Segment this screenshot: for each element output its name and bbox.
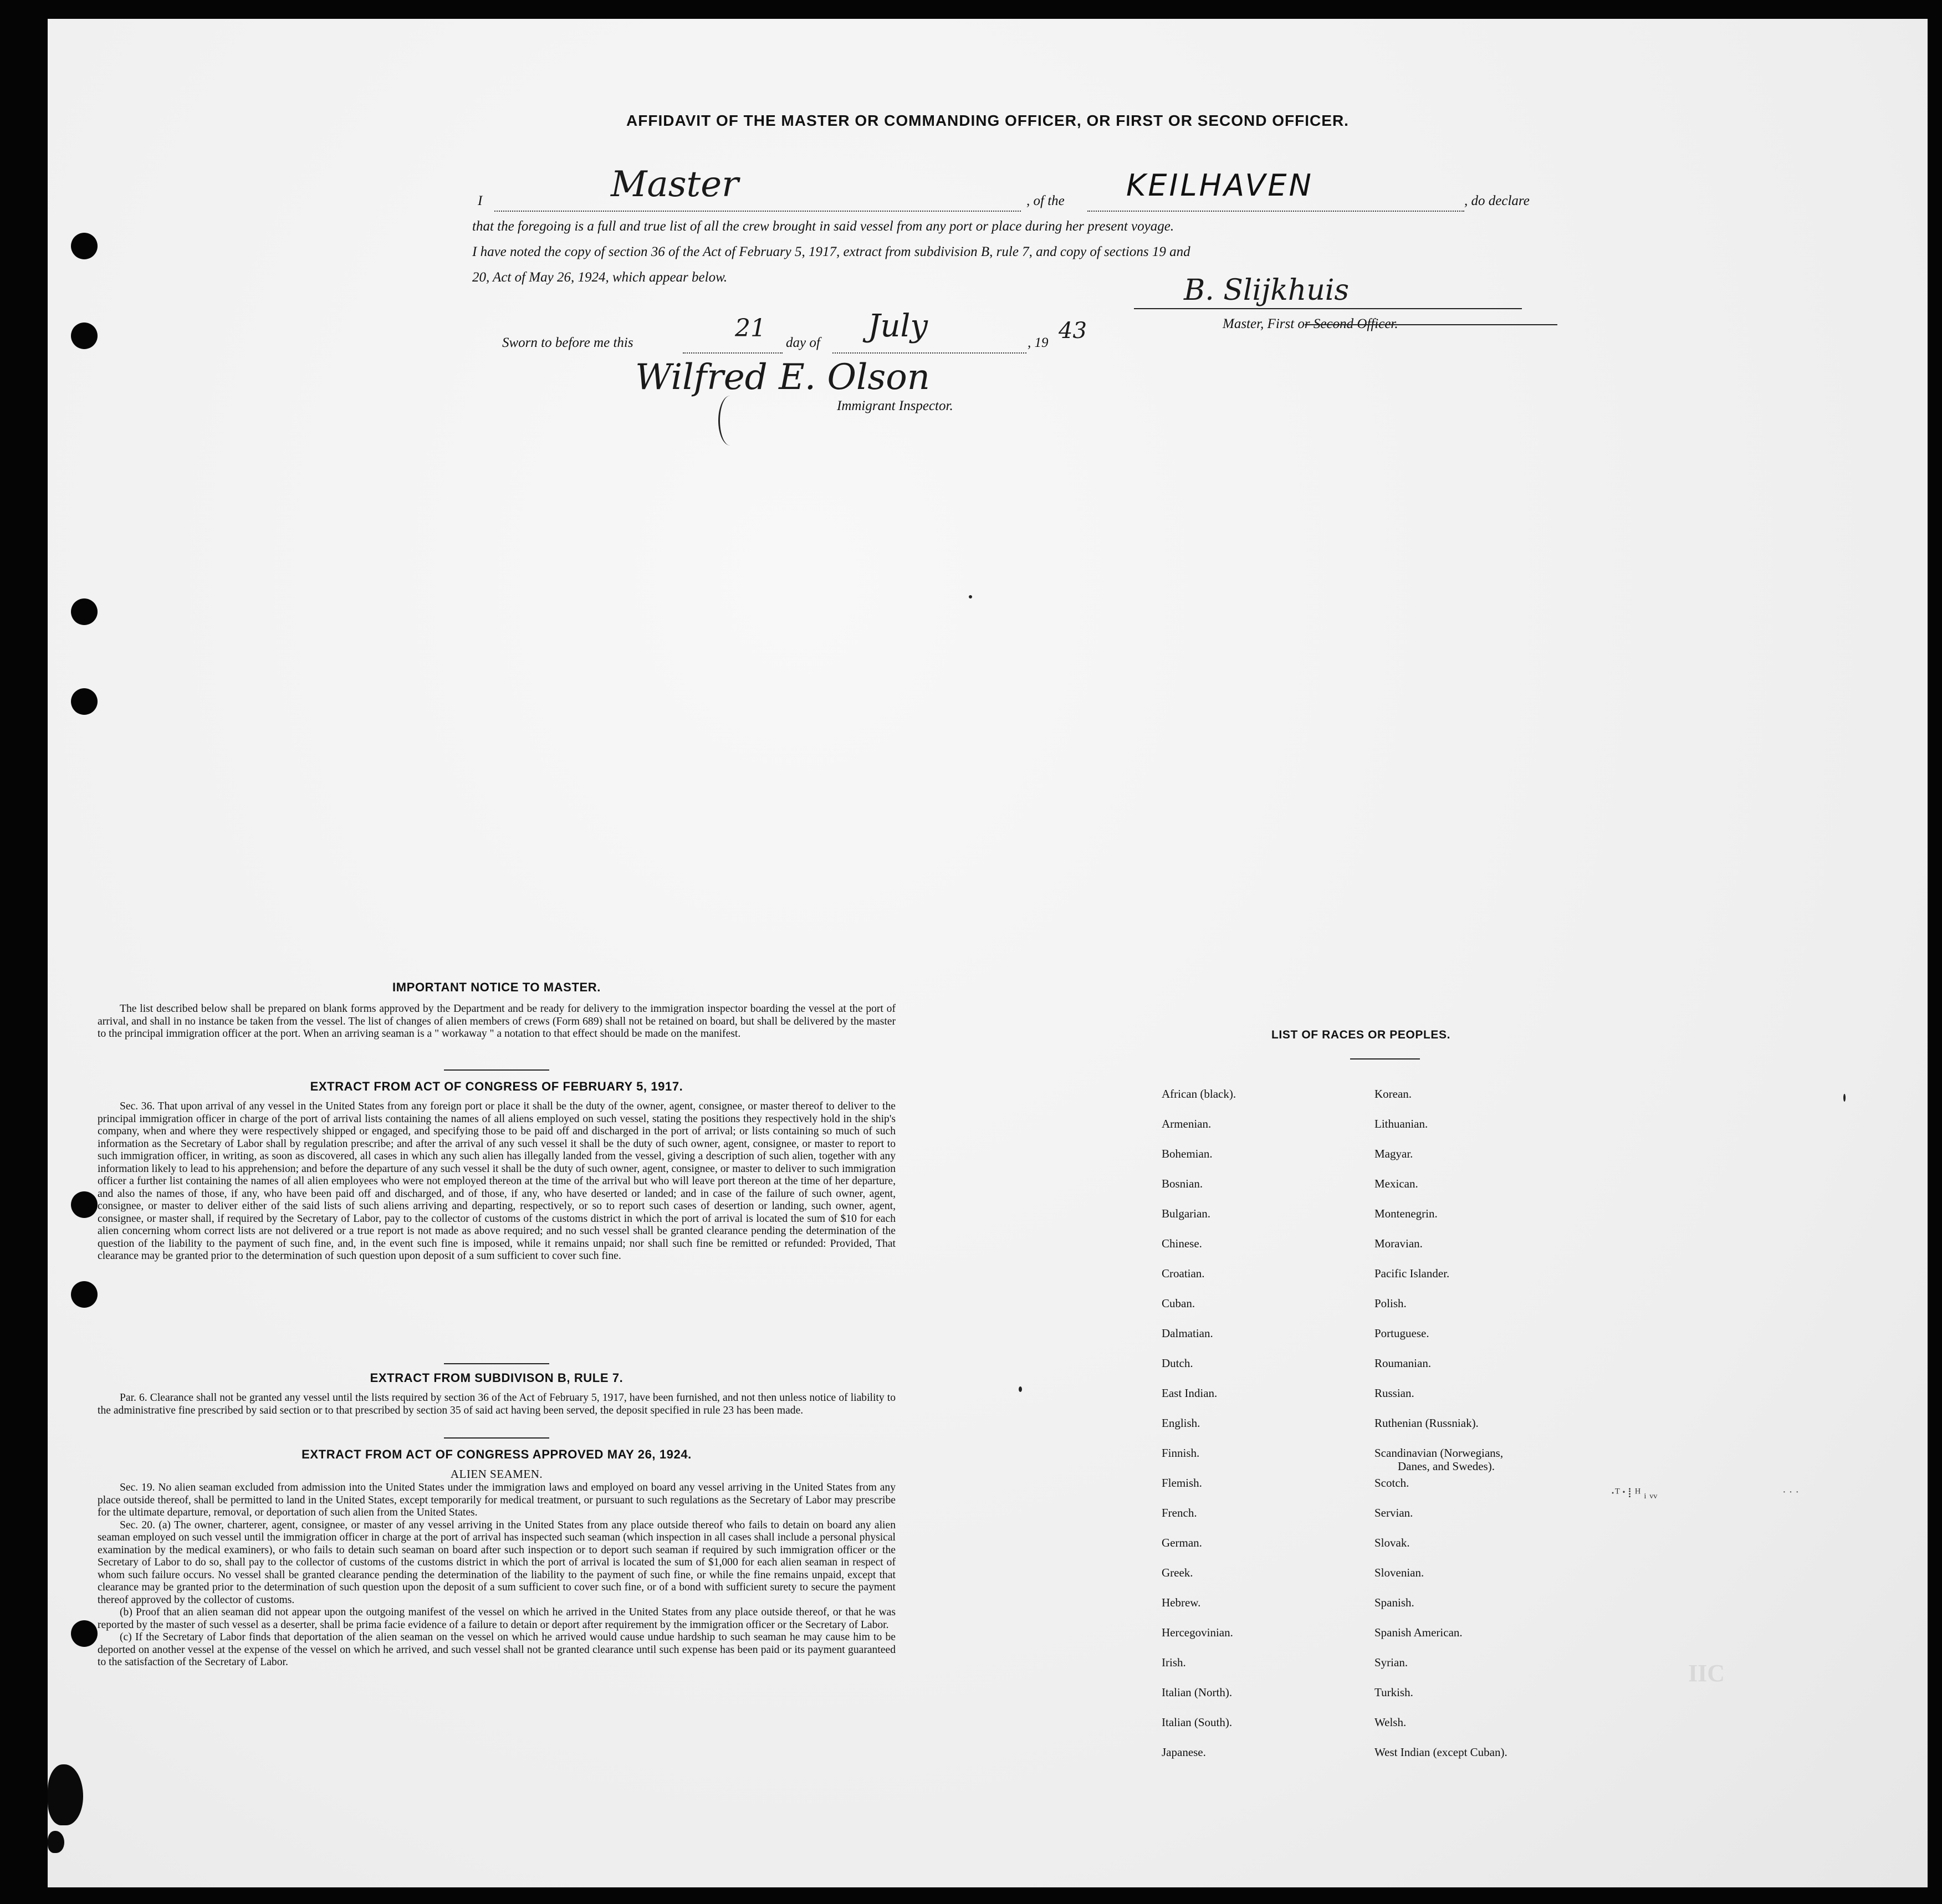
extract-1924-title: EXTRACT FROM ACT OF CONGRESS APPROVED MAY 26, 1924. [301, 1447, 692, 1461]
races-left-item: Irish. [1162, 1656, 1186, 1669]
day-underline [683, 352, 783, 354]
races-left-item: Dutch. [1162, 1357, 1193, 1370]
races-right-item: Spanish American. [1374, 1626, 1463, 1639]
day-of-label: day of [786, 335, 820, 350]
speck [1019, 1386, 1022, 1392]
inspector-role-label: Immigrant Inspector. [837, 398, 953, 413]
handwritten-rank: Master [611, 164, 739, 205]
inspector-signature-tail [718, 396, 742, 446]
sec20a-paragraph: Sec. 20. (a) The owner, charterer, agent, consignee, or master of any vessel arriving in the United States from any place outside thereof who fails to detain on board any alien seaman employed on such vessel until the immigration officer in charge at the port of arrival has inspected such seaman (which inspection in all cases shall include a personal physical examination by the medical examiners), or who fails to detain such seaman on board after such inspection or to deport such seaman if required by such immigration officer or the Secretary of Labor to do so, shall pay to the collector of customs of the customs district in which the port of arrival is located the sum of $1,000 for each alien seaman in respect of whom such failure occurs. No vessel shall be granted clearance pending the determination of the liability to the payment of such fine, or while the fine remains unpaid, except that clearance may be granted prior to the determination of such question upon the deposit of a sum sufficient to cover such fine, or of a bond with sufficient surety to secure the payment thereof approved by the collector of customs. [98, 1519, 896, 1606]
punch-hole [71, 233, 98, 259]
sworn-line [502, 308, 1223, 358]
races-left-item: Japanese. [1162, 1746, 1206, 1759]
races-left-item: Cuban. [1162, 1297, 1195, 1310]
races-left-item: Italian (North). [1162, 1686, 1233, 1699]
races-left-item: Croatian. [1162, 1267, 1205, 1280]
do-declare-label: , do declare [1464, 193, 1530, 208]
races-right-item: Pacific Islander. [1374, 1267, 1450, 1280]
races-left-item: Dalmatian. [1162, 1327, 1213, 1340]
sec20c-paragraph: (c) If the Secretary of Labor finds that deportation of the alien seaman on the vessel on which he arrived would cause undue hardship to such seaman he may cause him to be deported on another vessel at the expense of the vessel on which he arrived, and such vessel shall not be granted clearance until such expense has been paid or its payment guaranteed to the satisfaction of the Secretary of Labor. [98, 1631, 896, 1668]
divider [444, 1363, 549, 1364]
divider [444, 1069, 549, 1071]
races-right-item: Montenegrin. [1374, 1207, 1438, 1220]
races-right-item: Portuguese. [1374, 1327, 1429, 1340]
vessel-underline [1087, 211, 1464, 212]
sec19-paragraph: Sec. 19. No alien seaman excluded from admission into the United States under the immigration laws and employed on board any vessel arriving in the United States from any place outside thereof, shall be permitted to land in the United States, except temporarily for medical treatment, or pursuant to such regulations as the Secretary of Labor may prescribe for the ultimate departure, removal, or deportation of such alien from the United States. [98, 1482, 896, 1518]
races-right-item: Roumanian. [1374, 1357, 1432, 1370]
document-page [48, 19, 1928, 1887]
punch-hole [71, 688, 98, 715]
month-underline [832, 352, 1026, 354]
affidavit-i: I [478, 193, 483, 208]
punch-hole [71, 323, 98, 349]
races-right-item: Moravian. [1374, 1237, 1423, 1250]
rule7-title: EXTRACT FROM SUBDIVISON B, RULE 7. [370, 1371, 624, 1385]
races-left-item: Italian (South). [1162, 1716, 1233, 1729]
alien-seamen-subtitle: ALIEN SEAMEN. [450, 1467, 543, 1481]
rule7-paragraph: Par. 6. Clearance shall not be granted any vessel until the lists required by section 36 of the Act of February 5, 1917, have been furnished, and not then unless notice of liability to the administrative fine prescribed by said section or to that prescribed by section 35 of said act having been served, the deposit specified in rule 23 has been made. [98, 1392, 896, 1416]
faint-marks: · · · [1782, 1486, 1799, 1498]
races-right-item: Scandinavian (Norwegians, [1374, 1446, 1504, 1460]
ink-stain [48, 1764, 83, 1825]
divider [1350, 1058, 1420, 1060]
races-left-item: Flemish. [1162, 1476, 1202, 1490]
races-right-item: Servian. [1374, 1506, 1413, 1519]
affidavit-line-2: that the foregoing is a full and true list of all the crew brought in said vessel from any port or place during her present voyage. [472, 219, 1174, 234]
races-right-item: Turkish. [1374, 1686, 1413, 1699]
role-strikeout [1305, 324, 1557, 325]
races-right-item: Magyar. [1374, 1147, 1413, 1160]
handwritten-day: 21 [735, 314, 766, 342]
races-right-continuation: Danes, and Swedes). [1398, 1460, 1495, 1473]
races-left-item: German. [1162, 1536, 1202, 1549]
extract-1917-paragraph: Sec. 36. That upon arrival of any vessel in the United States from any foreign port or place it shall be the duty of the owner, agent, consignee, or master thereof to deliver to the principal immigration officer in charge of the port of arrival lists containing the names of all aliens employed on such vessel, stating the positions they respectively hold in the ship's company, when and where they were respectively shipped or engaged, and specifying those to be paid off and discharged in the port of arrival; or lists containing so much of such information as the Secretary of Labor shall by regulation prescribe; and after the arrival of any such vessel it shall be the duty of such owner, agent, consignee, or master to report to such immigration officer, in writing, as soon as discovered, all cases in which any such alien has illegally landed from the vessel, giving a description of such alien, together with any information likely to lead to his apprehension; and before the departure of any such vessel it shall be the duty of such owner, agent, consignee, or master to deliver to such immigration officer a further list containing the names of all alien employees who were not employed thereon at the time of the arrival but who will leave port thereon at the time of her departure, and also the names of those, if any, who have been paid off and discharged, and of those, if any, who have deserted or landed; and in case of the failure of such owner, agent, consignee, or master to deliver either of the said lists of such aliens arriving and departing, respectively, or so to report such cases of desertion or landing, such owner, agent, consignee, or master shall, if required by the Secretary of Labor, pay to the collector of customs of the customs district in which the port of arrival is located the sum of $10 for each alien concerning whom correct lists are not delivered or a true report is not made as above required; and no such vessel shall be granted clearance pending the determination of the question of the liability to the payment of such fine, and, in the event such fine is imposed, while it remains unpaid; nor shall such fine be remitted or refunded: Provided, That clearance may be granted prior to the determination of such question upon deposit of a sum sufficient to cover such fine. [98, 1101, 896, 1262]
races-left-item: Hebrew. [1162, 1596, 1201, 1609]
notice-title: IMPORTANT NOTICE TO MASTER. [392, 980, 601, 994]
races-right-item: Slovak. [1374, 1536, 1410, 1549]
extract-1924-text [98, 1482, 896, 1669]
handwritten-vessel: KEILHAVEN [1126, 168, 1314, 203]
races-right-item: Syrian. [1374, 1656, 1408, 1669]
races-left-item: Bulgarian. [1162, 1207, 1211, 1220]
faint-marks: ·ᵀ᛫⁞ ᴴ ᵢ ᵥᵥ [1611, 1486, 1658, 1501]
races-left-item: French. [1162, 1506, 1197, 1519]
races-title: LIST OF RACES OR PEOPLES. [1271, 1028, 1451, 1041]
affidavit-line-3: I have noted the copy of section 36 of the Act of February 5, 1917, extract from subdivision B, rule 7, and copy of sections 19 and [472, 244, 1190, 259]
punch-hole [71, 1191, 98, 1218]
races-left-item: African (black). [1162, 1087, 1236, 1101]
punch-hole [71, 598, 98, 625]
races-left-item: East Indian. [1162, 1386, 1218, 1400]
rank-underline [494, 211, 1021, 212]
races-right-item: Welsh. [1374, 1716, 1407, 1729]
notice-paragraph: The list described below shall be prepared on blank forms approved by the Department and be ready for delivery to the immigration inspector boarding the vessel at the port of arrival, and shall in no instance be taken from the vessel. The list of changes of alien members of crews (Form 689) shall not be retained on board, but shall be delivered by the master to the principal immigration officer at the port. When an arriving seaman is a " workaway " a notation to that effect should be made on the manifest. [98, 1003, 896, 1040]
speck [1843, 1094, 1846, 1102]
notice-text [98, 1003, 896, 1041]
master-signature-line [1134, 308, 1522, 309]
races-right-item: Ruthenian (Russniak). [1374, 1416, 1479, 1430]
races-left-item: Finnish. [1162, 1446, 1200, 1460]
punch-hole [71, 1281, 98, 1308]
races-right-item: Spanish. [1374, 1596, 1414, 1609]
races-right-item: Mexican. [1374, 1177, 1418, 1190]
inspector-signature: Wilfred E. Olson [635, 357, 930, 398]
races-left-item: Bohemian. [1162, 1147, 1213, 1160]
punch-hole [71, 1620, 98, 1647]
races-right-item: Scotch. [1374, 1476, 1409, 1490]
races-left-item: Hercegovinian. [1162, 1626, 1233, 1639]
races-left-item: Armenian. [1162, 1117, 1212, 1130]
master-role-label: Master, First or Second Officer. [1223, 316, 1398, 331]
handwritten-month: July [868, 308, 928, 344]
of-the-label: , of the [1026, 193, 1065, 208]
races-right-item: Slovenian. [1374, 1566, 1424, 1579]
races-left-item: English. [1162, 1416, 1200, 1430]
races-left-item: Chinese. [1162, 1237, 1202, 1250]
bleed-through-text: IIC [1688, 1660, 1725, 1687]
affidavit-title: AFFIDAVIT OF THE MASTER OR COMMANDING OFFICER, OR FIRST OR SECOND OFFICER. [626, 112, 1349, 129]
races-left-item: Greek. [1162, 1566, 1193, 1579]
extract-1917-title: EXTRACT FROM ACT OF CONGRESS OF FEBRUARY 5, 1917. [310, 1079, 683, 1093]
sworn-prefix: Sworn to before me this [502, 335, 633, 350]
races-right-item: West Indian (except Cuban). [1374, 1746, 1507, 1759]
affidavit-line-1 [472, 164, 1531, 216]
year-prefix: , 19 [1028, 335, 1049, 350]
races-right-item: Korean. [1374, 1087, 1412, 1101]
ink-stain [48, 1831, 64, 1853]
sec20b-paragraph: (b) Proof that an alien seaman did not appear upon the outgoing manifest of the vessel on which he arrived in the United States from any place outside thereof, or that he was reported by the master of such vessel as a deserter, shall be prima facie evidence of a failure to detain or deport after requirement by the immigration officer or the Secretary of Labor. [98, 1606, 896, 1631]
races-right-item: Russian. [1374, 1386, 1414, 1400]
rule7-text [98, 1392, 896, 1417]
speck [969, 595, 972, 598]
handwritten-year: 43 [1059, 318, 1087, 344]
races-right-item: Lithuanian. [1374, 1117, 1428, 1130]
divider [444, 1437, 549, 1439]
master-signature: B. Slijkhuis [1184, 274, 1350, 307]
affidavit-line-4: 20, Act of May 26, 1924, which appear below. [472, 270, 728, 285]
races-right-item: Polish. [1374, 1297, 1407, 1310]
extract-1917-text [98, 1101, 896, 1263]
races-left-item: Bosnian. [1162, 1177, 1203, 1190]
